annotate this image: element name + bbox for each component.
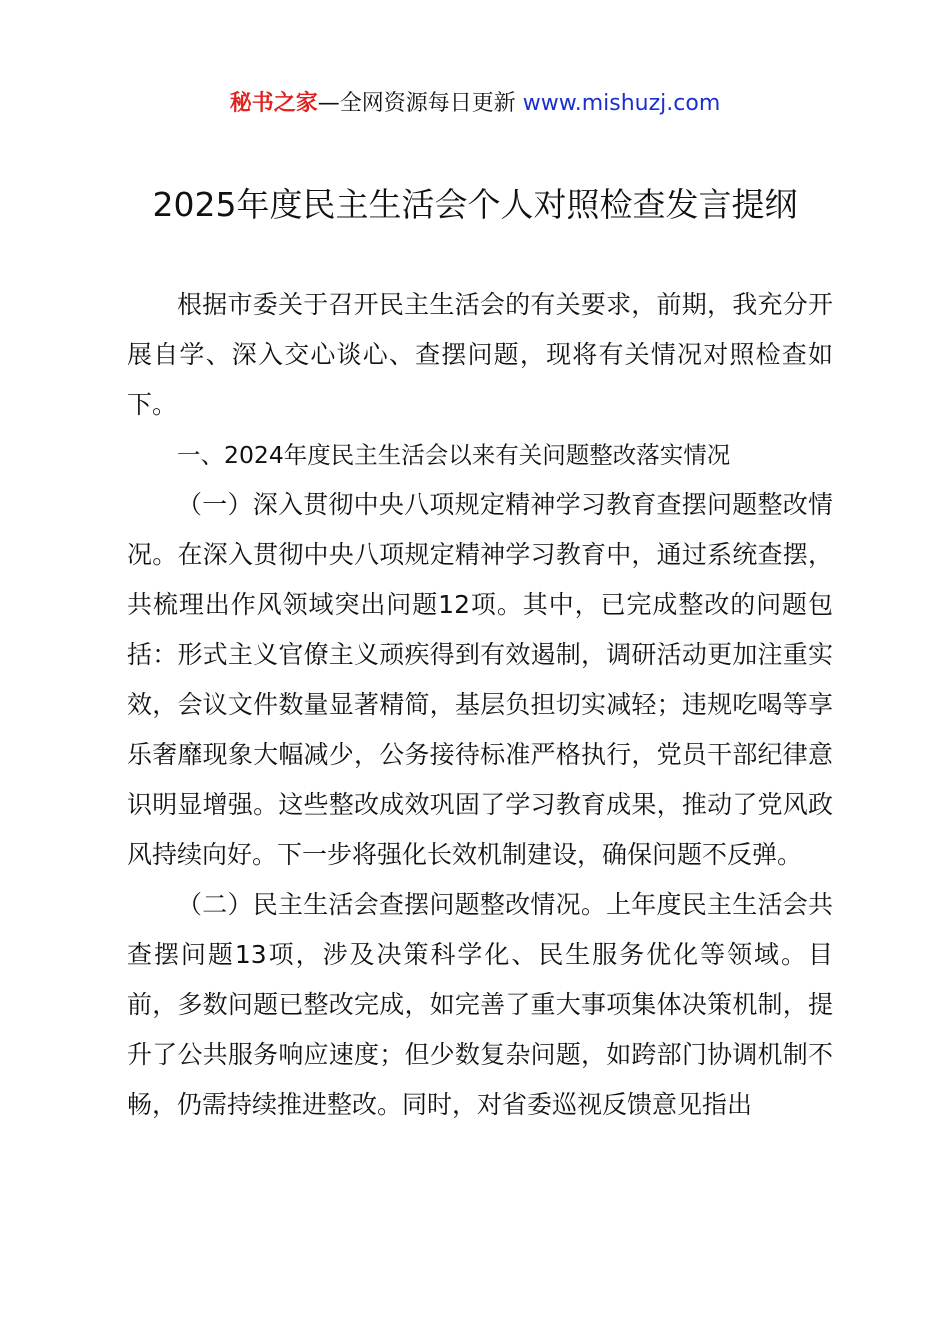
- site-url-link[interactable]: www.mishuzj.com: [522, 91, 721, 116]
- document-body: [127, 280, 833, 1130]
- section-heading-1: 一、2024年度民主生活会以来有关问题整改落实情况: [177, 441, 731, 469]
- body-paragraph-1: （一）深入贯彻中央八项规定精神学习教育查摆问题整改情况。在深入贯彻中央八项规定精神学习教育中，通过系统查摆，共梳理出作风领域突出问题12项。其中，已完成整改的问题包括：形式主义官僚主义顽疾得到有效遏制，调研活动更加注重实效，会议文件数量显著精简，基层负担切实减轻；违规吃喝等享乐奢靡现象大幅减少，公务接待标准严格执行，党员干部纪律意识明显增强。这些整改成效巩固了学习教育成果，推动了党风政风持续向好。下一步将强化长效机制建设，确保问题不反弹。: [127, 490, 833, 869]
- site-header: [0, 86, 950, 122]
- brand-name: 秘书之家: [229, 91, 318, 116]
- body-paragraph-2: （二）民主生活会查摆问题整改情况。上年度民主生活会共查摆问题13项，涉及决策科学化、民生服务优化等领域。目前，多数问题已整改完成，如完善了重大事项集体决策机制，提升了公共服务响应速度；但少数复杂问题，如跨部门协调机制不畅，仍需持续推进整改。同时，对省委巡视反馈意见指出: [127, 890, 833, 1119]
- intro-paragraph: 根据市委关于召开民主生活会的有关要求，前期，我充分开展自学、深入交心谈心、查摆问题，现将有关情况对照检查如下。: [127, 290, 833, 419]
- header-tagline: —全网资源每日更新: [317, 91, 523, 116]
- document-title: 2025年度民主生活会个人对照检查发言提纲: [152, 185, 798, 224]
